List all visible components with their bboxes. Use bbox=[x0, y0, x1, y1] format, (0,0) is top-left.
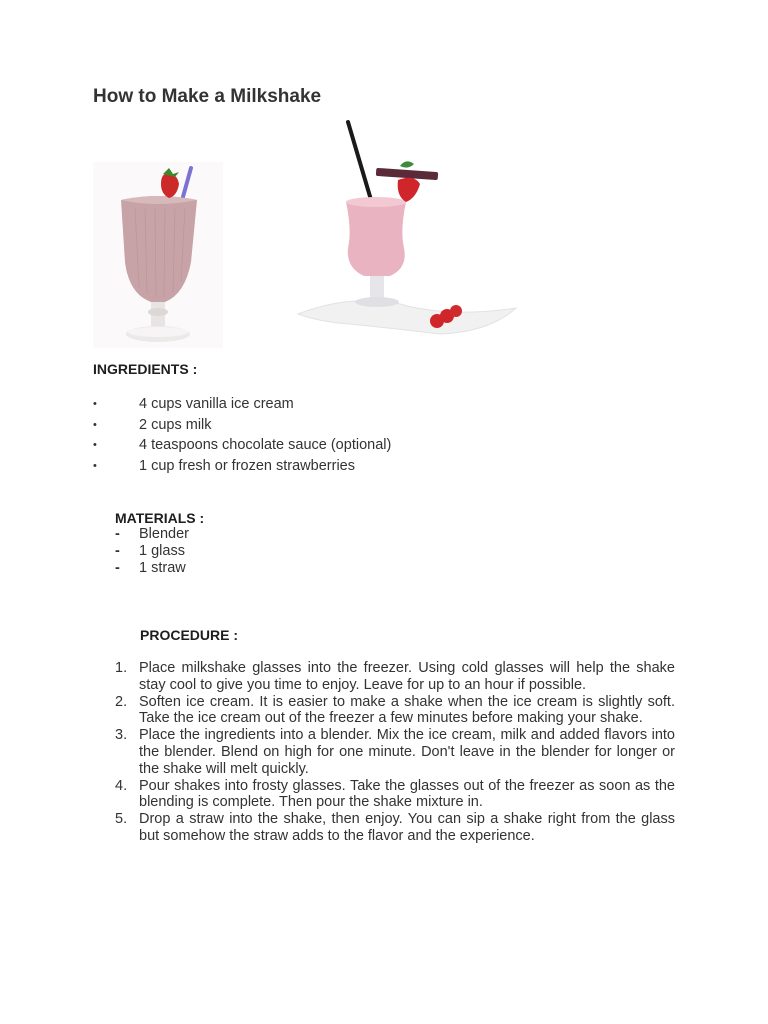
procedure-step: 2. Soften ice cream. It is easier to make a shake when the ice cream is slightly soft. Take the ice cream out of the freezer a few minutes before making your shake. bbox=[115, 693, 675, 727]
step-number: 4. bbox=[115, 777, 128, 794]
materials-heading: MATERIALS : bbox=[115, 510, 205, 526]
step-number: 5. bbox=[115, 811, 128, 828]
dash-marker: - bbox=[115, 543, 120, 559]
step-number: 2. bbox=[115, 693, 128, 710]
procedure-step: 3. Place the ingredients into a blender. Mix the ice cream, milk and added flavors into the blender. Blend on high for one minute. Don't leave in the blender for longer or the shake will melt quickly. bbox=[115, 727, 675, 777]
milkshake-hurricane-glass-photo bbox=[290, 118, 522, 348]
list-item: • 2 cups milk bbox=[93, 415, 391, 436]
procedure-list bbox=[115, 660, 675, 845]
step-number: 1. bbox=[115, 660, 128, 676]
page-title: How to Make a Milkshake bbox=[93, 86, 322, 107]
procedure-heading: PROCEDURE : bbox=[140, 627, 239, 643]
milkshake-glass-photo bbox=[93, 162, 223, 348]
procedure-step: 1. Place milkshake glasses into the freezer. Using cold glasses will help the shake stay cool to give you time to enjoy. Leave for up to an hour if possible. bbox=[115, 660, 675, 693]
dash-marker: - bbox=[115, 526, 120, 542]
bullet-icon: • bbox=[93, 418, 97, 431]
bullet-icon: • bbox=[93, 459, 97, 472]
list-item: - 1 glass bbox=[115, 543, 185, 559]
bullet-icon: • bbox=[93, 439, 97, 451]
list-item: - 1 straw bbox=[115, 560, 186, 576]
ingredients-list bbox=[93, 394, 391, 476]
list-item: • 4 cups vanilla ice cream bbox=[93, 394, 391, 415]
step-number: 3. bbox=[115, 727, 128, 744]
procedure-step: 5. Drop a straw into the shake, then enjoy. You can sip a shake right from the glass but somehow the straw adds to the flavor and the experience. bbox=[115, 811, 675, 844]
list-item: • 4 teaspoons chocolate sauce (optional) bbox=[93, 435, 391, 456]
dash-marker: - bbox=[115, 560, 120, 576]
list-item: - Blender bbox=[115, 526, 189, 542]
ingredients-heading: INGREDIENTS : bbox=[93, 361, 198, 377]
materials-list bbox=[115, 526, 189, 577]
bullet-icon: • bbox=[93, 398, 97, 410]
list-item: • 1 cup fresh or frozen strawberries bbox=[93, 456, 391, 477]
procedure-step: 4. Pour shakes into frosty glasses. Take the glasses out of the freezer as soon as the blending is complete. Then pour the shake mixture in. bbox=[115, 777, 675, 811]
